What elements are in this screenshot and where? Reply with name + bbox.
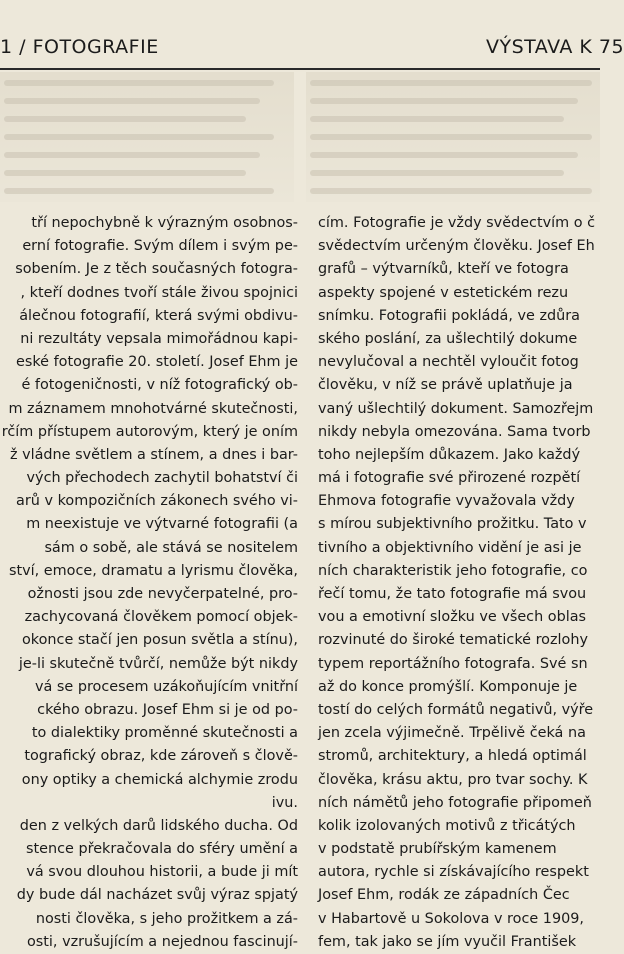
show-through-line: [4, 98, 260, 104]
show-through-line: [4, 188, 274, 194]
exhibition-title: VÝSTAVA K 75: [486, 36, 624, 58]
text-line: Josef Ehm, rodák ze západních Čec: [318, 887, 570, 904]
text-line: fem, tak jako se jím vyučil František: [318, 933, 577, 950]
text-line: jen zcela výjimečně. Trpělivě čeká na: [318, 725, 586, 742]
text-line: vá se procesem uzákoňujícím vnitřní: [34, 678, 298, 695]
text-line: ožnosti jsou zde nevyčerpatelné, pro-: [27, 586, 298, 602]
text-line: v podstatě prubířským kamenem: [318, 841, 557, 858]
show-through-line: [310, 98, 578, 104]
text-line: , kteří dodnes tvoří stále živou spojnici: [20, 284, 298, 301]
show-through-text-left: [0, 72, 294, 202]
text-line: cím. Fotografie je vždy svědectvím o č: [318, 215, 595, 231]
text-line: arů v kompozičních zákonech svého vi-: [16, 493, 298, 510]
text-line: má i fotografie své přirozené rozpětí: [318, 470, 581, 487]
show-through-line: [310, 134, 592, 140]
text-line: až do konce promýšlí. Komponuje je: [318, 678, 578, 695]
text-line: tostí do celých formátů negativů, výře: [318, 701, 594, 718]
text-line: to dialektiky proměnné skutečnosti a: [31, 725, 298, 742]
text-line: ních charakteristik jeho fotografie, co: [318, 562, 588, 579]
text-line: tografický obraz, kde zároveň s člově-: [24, 748, 298, 765]
text-line: autora, rychle si získávajícího respekt: [318, 864, 589, 881]
text-line: vaný ušlechtilý dokument. Samozřejm: [318, 400, 594, 417]
text-line: nosti člověka, s jeho prožitkem a zá-: [35, 910, 298, 927]
show-through-line: [4, 116, 246, 122]
text-line: ivu.: [271, 794, 298, 811]
show-through-line: [310, 116, 564, 122]
text-line: sám o sobě, ale stává se nositelem: [44, 539, 298, 556]
text-line: ž vládne světlem a stínem, a dnes i bar-: [9, 446, 298, 463]
text-line: m neexistuje ve výtvarné fotografii (a: [26, 516, 298, 533]
section-title: 1 / FOTOGRAFIE: [0, 36, 159, 58]
text-line: osti, vzrušujícím a nejednou fascinují-: [26, 933, 298, 950]
text-line: svědectvím určeným člověku. Josef Eh: [318, 238, 595, 255]
text-line: stence překračovala do sféry umění a: [26, 841, 298, 858]
text-line: kolik izolovaných motivů z třicátých: [318, 817, 576, 834]
text-line: vou a emotivní složku ve všech oblas: [318, 609, 587, 626]
left-text-column: [0, 212, 298, 950]
show-through-line: [310, 188, 592, 194]
text-line: člověka, krásu aktu, pro tvar sochy. K: [318, 771, 588, 788]
text-line: ních námětů jeho fotografie připomeň: [318, 794, 592, 811]
text-line: dy bude dál nacházet svůj výraz spjatý: [16, 887, 298, 904]
text-line: rčím přístupem autorovým, který je oním: [1, 423, 298, 440]
text-line: vých přechodech zachytil bohatství či: [26, 470, 298, 487]
text-line: m záznamem mnohotvárné skutečnosti,: [8, 400, 298, 417]
text-line: eské fotografie 20. století. Josef Ehm je: [15, 354, 298, 371]
text-line: ckého obrazu. Josef Ehm si je od po-: [37, 701, 298, 718]
show-through-line: [310, 152, 578, 158]
text-line: ství, emoce, dramatu a lyrismu člověka,: [8, 562, 298, 579]
text-line: ony optiky a chemická alchymie zrodu: [21, 771, 298, 788]
text-line: nevylučoval a nechtěl vyloučit fotog: [318, 354, 579, 371]
text-line: é fotogeničnosti, v níž fotografický ob-: [21, 377, 298, 394]
text-line: v Habartově u Sokolova v roce 1909,: [318, 910, 584, 927]
text-line: řečí tomu, že tato fotografie má svou: [318, 586, 587, 602]
text-line: zachycovaná člověkem pomocí objek-: [24, 609, 298, 626]
text-line: rozvinuté do široké tematické rozlohy: [318, 632, 588, 649]
text-line: aspekty spojené v estetickém rezu: [318, 284, 569, 301]
header-rule: [0, 68, 600, 70]
text-line: tivního a objektivního vidění je asi je: [318, 539, 582, 556]
text-line: nikdy nebyla omezována. Sama tvorb: [318, 423, 591, 440]
text-line: Ehmova fotografie vyvažovala vždy: [318, 493, 575, 510]
show-through-line: [4, 134, 274, 140]
page-header: [0, 36, 624, 66]
text-line: člověku, v níž se právě uplatňuje ja: [318, 377, 573, 394]
show-through-line: [310, 80, 592, 86]
text-line: ského poslání, za ušlechtilý dokume: [318, 330, 578, 347]
text-line: álečnou fotografií, která svými obdivu-: [19, 307, 298, 324]
text-line: okonce stačí jen posun světla a stínu),: [22, 632, 298, 649]
show-through-text-right: [306, 72, 600, 202]
text-line: snímku. Fotografii pokládá, ve zdůra: [318, 307, 580, 324]
text-line: erní fotografie. Svým dílem i svým pe-: [22, 238, 298, 255]
text-line: den z velkých darů lidského ducha. Od: [19, 817, 298, 834]
text-line: s mírou subjektivního prožitku. Tato v: [318, 516, 587, 533]
show-through-line: [4, 152, 260, 158]
show-through-line: [310, 170, 564, 176]
text-line: sobením. Je z těch současných fotogra-: [15, 261, 298, 278]
show-through-line: [4, 80, 274, 86]
right-text-column: [318, 212, 600, 950]
text-line: vá svou dlouhou historii, a bude ji mít: [26, 864, 298, 881]
text-line: ni rezultáty vepsala mimořádnou kapi-: [20, 330, 298, 347]
text-line: stromů, architektury, a hledá optimál: [318, 748, 587, 765]
text-line: typem reportážního fotografa. Své sn: [318, 655, 588, 672]
text-line: je-li skutečně tvůrčí, nemůže být nikdy: [18, 655, 298, 672]
text-line: tří nepochybně k výrazným osobnos-: [31, 215, 298, 231]
text-line: grafů – výtvarníků, kteří ve fotogra: [318, 261, 569, 278]
text-line: toho nejlepším důkazem. Jako každý: [318, 446, 581, 463]
show-through-line: [4, 170, 246, 176]
